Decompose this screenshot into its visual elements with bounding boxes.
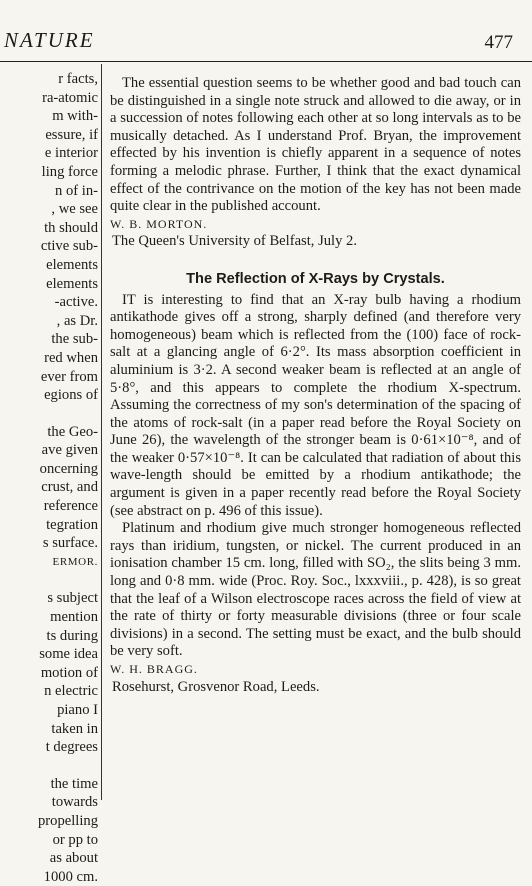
left-line: mention — [50, 609, 98, 626]
left-line: elements — [46, 256, 98, 273]
letter-morton — [110, 75, 521, 251]
left-line: reference — [43, 498, 98, 515]
left-line: ctive sub- — [40, 238, 98, 255]
left-lines-3 — [0, 589, 99, 756]
letter-bragg — [110, 271, 521, 696]
left-line: towards — [51, 794, 98, 811]
left-line: the sub- — [51, 331, 98, 348]
left-line: motion of — [40, 664, 98, 681]
left-line: propelling — [38, 812, 98, 829]
article-signature: W. H. BRAGG. — [110, 662, 198, 676]
left-lines-4 — [0, 775, 99, 886]
article-title: The Reflection of X-Rays by Crystals. — [186, 270, 445, 287]
left-line: t degrees — [45, 739, 98, 756]
article-paragraph-1: IT is interesting to find that an X-ray bulb having a rhodium antikathode gives off a strong, sharply defined (and therefore very homogeneous) beam which is reflected from the (100) face of rock-salt at a glancing angle of 6·2°. Its mass absorption coefficient in aluminium is 3·2. A second weaker beam is reflected at an angle of 5·8°, and this appears to complete the rhodium X-spectrum. Assuming the correctness of my son's determination of the spacing of the atoms of rock-salt (in a paper read before the Royal Society on June 26), the wavelength of the stronger beam is 0·61×10⁻⁸, and of the weaker 0·57×10⁻⁸. It can be calculated that radiation of about this wave-length should be emitted by a rhodium antikathode; the argument is given in a paper recently read before the Royal Society (see abstract on p. 496 of this issue). — [110, 291, 521, 519]
left-line: oncerning — [39, 460, 98, 477]
column-rule — [101, 64, 102, 800]
left-line: n of in- — [55, 182, 98, 199]
left-line: the Geo- — [47, 423, 98, 440]
left-line: egions of — [44, 387, 98, 404]
left-line: e interior — [44, 145, 98, 162]
page-number: 477 — [484, 32, 513, 53]
left-signature-fragment: ERMOR. — [52, 555, 98, 568]
left-line: th should — [44, 219, 98, 236]
left-line: , as Dr. — [56, 312, 98, 329]
article-paragraph-2: Platinum and rhodium give much stronger homogeneous reflected rays than iridium, tungsten, or nickel. The current produced in an ionisation chamber 15 cm. long, filled with SO₂, the slits being 3 mm. long and 0·8 mm. wide (Proc. Roy. Soc., lxxxviii., p. 428), is so great that the leaf of a Wilson electroscope races across the field of view at the rate of thirty or forty measurable divisions (three or four scale divisions) in a second. The setting must be exact, and the bulb should be very soft. — [110, 520, 521, 660]
left-line: essure, if — [45, 126, 98, 143]
left-line: ave given — [41, 442, 98, 459]
left-line: tegration — [46, 516, 98, 533]
left-line: s subject — [47, 590, 98, 607]
left-line: n electric — [44, 683, 98, 700]
left-line: ts during — [46, 627, 98, 644]
journal-title: NATURE — [4, 28, 95, 52]
left-line: m with- — [52, 108, 98, 125]
left-line: 1000 cm. — [43, 868, 98, 885]
left-line: crust, and — [41, 479, 98, 496]
letter1-body: The essential question seems to be whether good and bad touch can be distinguished in a single note struck and allowed to die away, or in a succession of notes following each other at so long intervals as to be musically detached. As I understand Prof. Bryan, the improvement effected by his invention is chiefly apparent in a sequence of notes forming a melodic phrase. Further, I think that the exact dynamical effect of the contrivance on the motion of the key has not been made quite clear in the published account. — [110, 75, 521, 215]
left-lines-2 — [0, 423, 99, 553]
left-line: ever from — [40, 368, 98, 385]
left-line: taken in — [51, 720, 98, 737]
left-line: or pp to — [52, 831, 98, 848]
left-line: r facts, — [58, 71, 98, 87]
left-line: , we see — [51, 201, 98, 218]
letter1-address: The Queen's University of Belfast, July 2. — [112, 233, 358, 250]
left-line: the time — [50, 775, 98, 792]
article-address: Rosehurst, Grosvenor Road, Leeds. — [112, 678, 320, 695]
left-lines-1 — [0, 70, 99, 405]
left-line: ra-atomic — [42, 89, 98, 106]
left-line: piano I — [57, 702, 98, 718]
left-line: ling force — [41, 163, 98, 180]
header-rule — [0, 61, 532, 62]
left-line: red when — [44, 349, 98, 366]
left-line: s surface. — [42, 535, 98, 552]
page-header — [0, 0, 532, 58]
left-line: -active. — [54, 294, 98, 311]
left-line: elements — [46, 275, 98, 292]
letter1-signature: W. B. MORTON. — [110, 216, 208, 231]
left-line: as about — [49, 850, 98, 867]
right-column — [110, 75, 521, 696]
left-line: some idea — [39, 646, 98, 663]
left-column-fragment — [0, 70, 99, 885]
